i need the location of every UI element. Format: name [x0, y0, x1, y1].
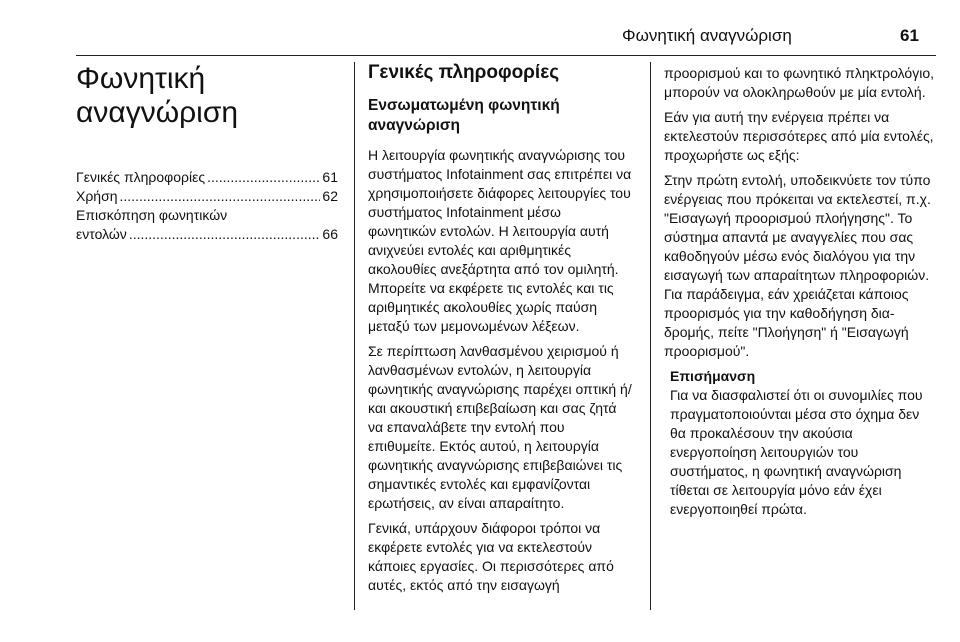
chapter-column — [76, 62, 338, 244]
toc-label: εντολών — [76, 226, 127, 242]
body-paragraph: Γενικά, υπάρχουν διάφοροι τρόποι να εκφέρετε εντολές για να εκτελεστούν κάποιες εργασίες. Οι περισσότερες από αυτές, εκτός από την εισαγωγή — [368, 520, 614, 593]
toc-entry[interactable] — [76, 168, 338, 187]
subsection-title: Ενσωματωμένη φωνητική αναγνώριση — [368, 97, 560, 134]
note-text: Για να διασφαλιστεί ότι οι συνομιλίες που πραγματοποιούνται μέσα στο όχημα δεν θα προκαλέσουν την ακούσια ενεργοποίηση λειτουργιών του συστήματος, η φωνητική αναγνώριση τίθεται σε λειτουργία μόνο εάν έχει ενεργοποιηθεί πρώτα. — [670, 387, 923, 517]
note-title: Επισήμανση — [670, 368, 756, 384]
chapter-title-line: αναγνώριση — [76, 96, 239, 129]
body-paragraph: Η λειτουργία φωνητικής αναγνώρισης του συστήματος Infotainment σας επιτρέπει να χρησιμοποιήσετε διάφορες λειτουργίες του συστήματος Infotainment μέσω φωνητικών εντολών. Η λειτουργία αυτή ανιχνεύει εντολές και αριθμητικές ακολουθίες ανεξάρτητα από τον ομιλητή. Μπορείτε να εκφέρετε τις εντολές και τις αριθμητικές ακολουθίες χωρίς παύση μεταξύ των μεμονωμένων λέξεων. — [368, 147, 632, 334]
table-of-contents — [76, 168, 338, 244]
toc-label: Επισκόπηση φωνητικών — [76, 207, 228, 223]
toc-dot-leader — [120, 187, 321, 206]
body-paragraph: Εάν για αυτή την ενέργεια πρέπει να εκτελεστούν περισσότερες από μία εντολές, προχωρήστε ως εξής: — [664, 109, 934, 163]
column-divider — [354, 62, 355, 610]
toc-entry[interactable] — [76, 187, 338, 206]
toc-page: 61 — [322, 169, 338, 185]
page-header — [0, 0, 960, 52]
section-column — [368, 62, 632, 601]
chapter-title-line: Φωνητική — [76, 62, 206, 95]
toc-label: Γενικές πληροφορίες — [76, 169, 206, 185]
running-title: Φωνητική αναγνώριση — [622, 26, 792, 45]
page-number: 61 — [900, 26, 919, 45]
toc-entry[interactable] — [76, 206, 338, 244]
toc-dot-leader — [207, 168, 320, 187]
note-box — [664, 367, 934, 519]
continuation-column — [664, 64, 934, 525]
body-paragraph: Σε περίπτωση λανθασμένου χειρισμού ή λανθασμένων εντολών, η λειτουργία φωνητικής αναγνώρισης παρέχει οπτική ή/και ακουστική επιβεβαίωση και σας ζητά να επαναλάβετε την εντολή που επιθυμείτε. Εκτός αυτού, η λειτουργία φωνητικής αναγνώρισης επιβεβαιώνει τις σημαντικές εντολές και εμφανίζονται ερωτήσεις, αν είναι απαραίτητο. — [368, 343, 632, 511]
toc-label: Χρήση — [76, 188, 118, 204]
section-title: Γενικές πληροφορίες — [368, 62, 560, 83]
toc-page: 66 — [322, 226, 338, 242]
toc-dot-leader — [129, 225, 321, 244]
body-paragraph: Στην πρώτη εντολή, υποδεικνύετε τον τύπο ενέργειας που πρόκειται να εκτελεστεί, π.χ. "Εισαγωγή προορισμού πλοήγησης". Το σύστημα απαντά με αναγγελίες που σας καθοδηγούν μέσω ενός διαλόγου για την εισαγωγή των απαραίτητων πληροφοριών. Για παράδειγμα, εάν χρειάζεται κάποιος προορισμός για την καθοδήγηση διαδρομής, πείτε "Πλοήγηση" ή "Εισαγωγή προορισμού". — [664, 172, 931, 359]
chapter-title — [76, 62, 338, 130]
header-rule — [76, 55, 936, 56]
column-divider — [650, 62, 651, 610]
body-paragraph: προορισμού και το φωνητικό πληκτρολόγιο, μπορούν να ολοκληρωθούν με μία εντολή. — [664, 65, 934, 100]
toc-page: 62 — [322, 188, 338, 204]
